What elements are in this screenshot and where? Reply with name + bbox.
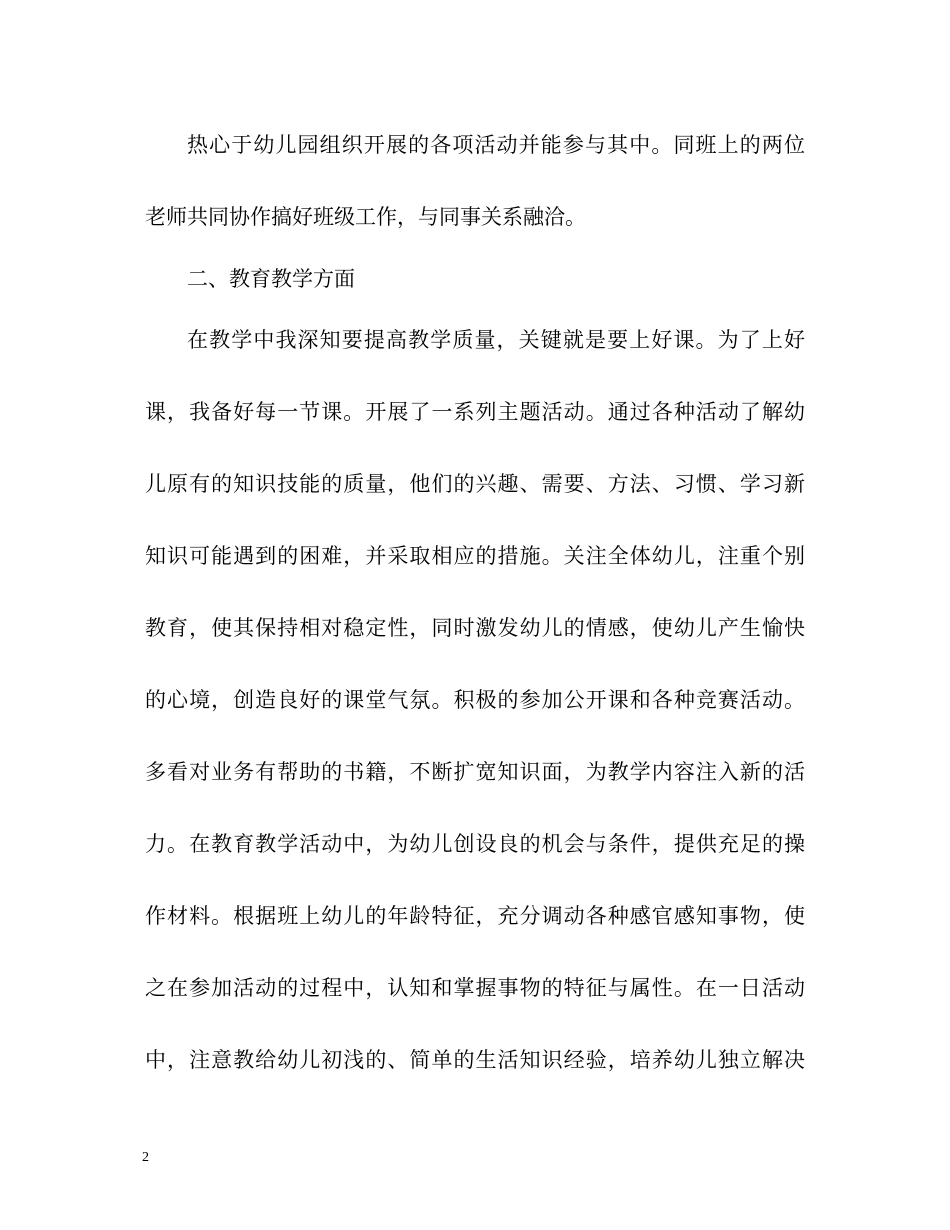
text-line-4: 在教学中我深知要提高教学质量，关键就是要上好课。为了上好 bbox=[187, 328, 805, 352]
text-line-6: 儿原有的知识技能的质量，他们的兴趣、需要、方法、习惯、学习新 bbox=[145, 472, 805, 496]
text-line-1: 热心于幼儿园组织开展的各项活动并能参与其中。同班上的两位 bbox=[187, 133, 805, 157]
text-line-10: 多看对业务有帮助的书籍，不断扩宽知识面，为教学内容注入新的活 bbox=[145, 760, 805, 784]
text-line-2: 老师共同协作搞好班级工作，与同事关系融洽。 bbox=[145, 205, 586, 229]
text-line-8: 教育，使其保持相对稳定性，同时激发幼儿的情感，使幼儿产生愉快 bbox=[145, 616, 805, 640]
text-line-9: 的心境，创造良好的课堂气氛。积极的参加公开课和各种竞赛活动。 bbox=[145, 688, 805, 712]
page-number: 2 bbox=[142, 1150, 149, 1165]
text-line-5: 课，我备好每一节课。开展了一系列主题活动。通过各种活动了解幼 bbox=[145, 400, 805, 424]
text-line-14: 中，注意教给幼儿初浅的、简单的生活知识经验，培养幼儿独立解决 bbox=[145, 1048, 805, 1072]
text-line-13: 之在参加活动的过程中，认知和掌握事物的特征与属性。在一日活动 bbox=[145, 976, 805, 1000]
section-heading: 二、教育教学方面 bbox=[187, 267, 355, 291]
text-line-12: 作材料。根据班上幼儿的年龄特征，充分调动各种感官感知事物，使 bbox=[145, 904, 805, 928]
text-line-7: 知识可能遇到的困难，并采取相应的措施。关注全体幼儿，注重个别 bbox=[145, 544, 805, 568]
text-line-11: 力。在教育教学活动中，为幼儿创设良的机会与条件，提供充足的操 bbox=[145, 832, 805, 856]
